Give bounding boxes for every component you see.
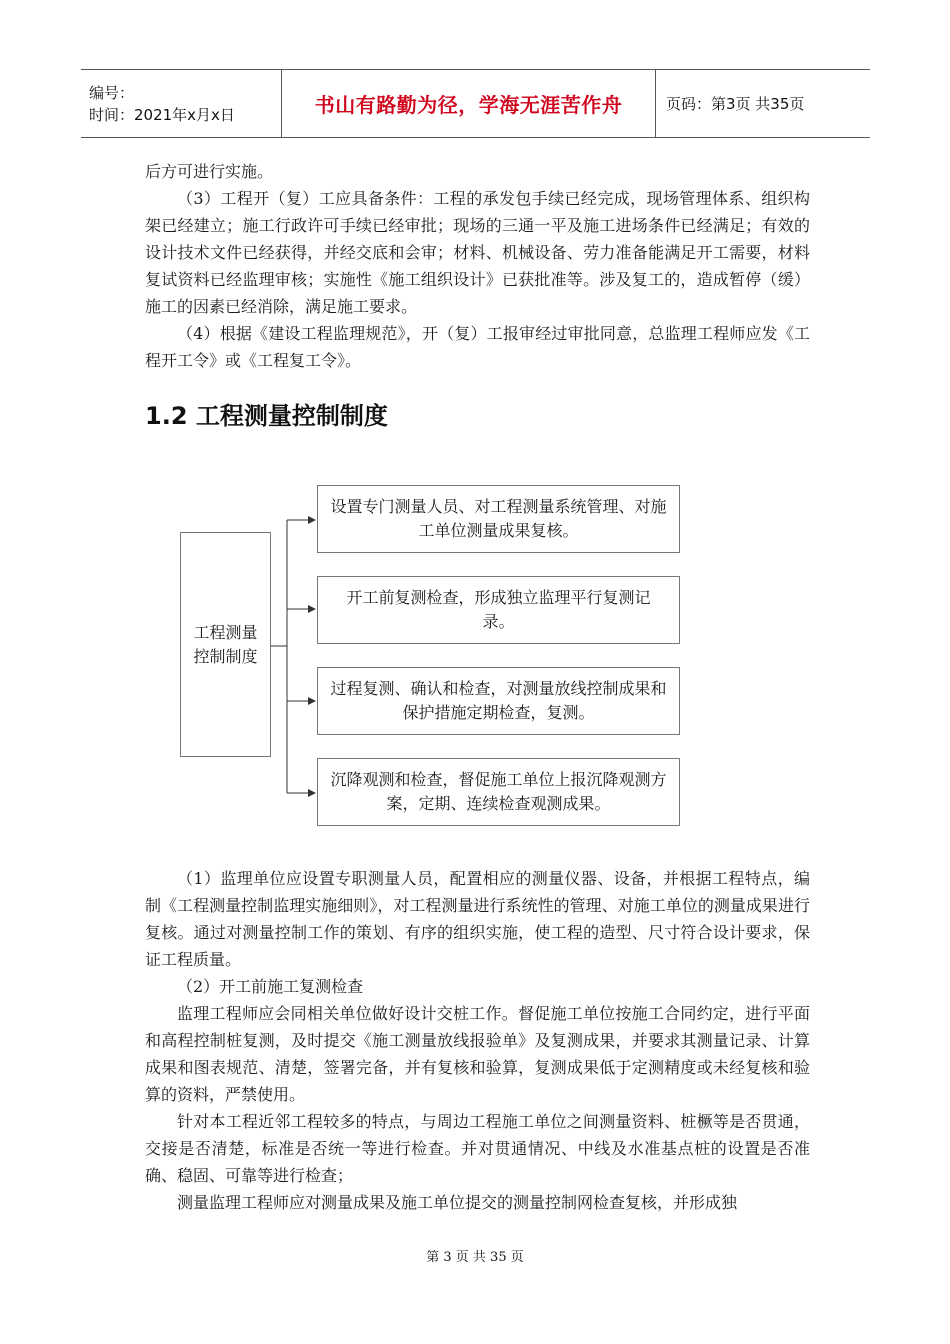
paragraph-neighbor-check: 针对本工程近邻工程较多的特点，与周边工程施工单位之间测量资料、桩橛等是否贯通，交接是否清楚，标准是否统一等进行检查。并对贯通情况、中线及水准基点桩的设置是否准确、稳固、可靠等进行检查； bbox=[145, 1112, 810, 1185]
diagram-branch-box bbox=[317, 758, 680, 826]
diagram-branch-box bbox=[317, 485, 680, 553]
page-header bbox=[81, 69, 870, 138]
paragraph-network-review: 测量监理工程师应对测量成果及施工单位提交的测量控制网检查复核，并形成独 bbox=[177, 1193, 738, 1212]
diagram-branch-label: 过程复测、确认和检查，对测量放线控制成果和保护措施定期检查，复测。 bbox=[330, 679, 667, 722]
header-page-info bbox=[656, 70, 870, 137]
diagram-branch-label: 开工前复测检查，形成独立监理平行复测记录。 bbox=[346, 588, 651, 631]
paragraph-start-conditions: （3）工程开（复）工应具备条件：工程的承发包手续已经完成，现场管理体系、组织构架已经建立；施工行政许可手续已经审批；现场的三通一平及施工进场条件已经满足；有效的设计技术文件已经获得，并经交底和会审；材料、机械设备、劳力准备能满足开工需要，材料复试资料已经监理审核；实施性《施工组织设计》已获批准等。涉及复工的，造成暂停（缓）施工的因素已经消除，满足施工要求。 bbox=[145, 189, 810, 316]
section-heading: 1.2 工程测量控制制度 bbox=[145, 402, 388, 430]
paragraph-continuation: 后方可进行实施。 bbox=[145, 162, 274, 181]
header-meta bbox=[81, 70, 281, 137]
diagram-branch-box bbox=[317, 576, 680, 644]
diagram-branch-label: 设置专门测量人员、对工程测量系统管理、对施工单位测量成果复核。 bbox=[330, 497, 667, 540]
page-footer bbox=[0, 1246, 950, 1265]
footer-page-number: 第 3 页 共 35 页 bbox=[426, 1250, 524, 1265]
paragraph-subheading: （2）开工前施工复测检查 bbox=[177, 977, 364, 996]
paragraph-survey-staff: （1）监理单位应设置专职测量人员，配置相应的测量仪器、设备，并根据工程特点，编制《工程测量控制监理实施细则》，对工程测量进行系统性的管理、对施工单位的测量成果进行复核。通过对测量控制工作的策划、有序的组织实施，使工程的造型、尺寸符合设计要求，保证工程质量。 bbox=[145, 869, 810, 969]
diagram-root-label: 工程测量控制制度 bbox=[193, 622, 258, 666]
flow-diagram bbox=[175, 480, 695, 830]
paragraph-stake-handover: 监理工程师应会同相关单位做好设计交桩工作。督促施工单位按施工合同约定，进行平面和高程控制桩复测，及时提交《施工测量放线报验单》及复测成果，并要求其测量记录、计算成果和图表规范、清楚，签署完备，并有复核和验算，复测成果低于定测精度或未经复核和验算的资料，严禁使用。 bbox=[145, 1004, 810, 1104]
doc-number-label: 编号： bbox=[89, 83, 135, 102]
motto-text: 书山有路勤为径，学海无涯苦作舟 bbox=[314, 93, 623, 117]
paragraph-start-order: （4）根据《建设工程监理规范》，开（复）工报审经过审批同意，总监理工程师应发《工程开工令》或《工程复工令》。 bbox=[145, 324, 810, 370]
header-motto bbox=[281, 70, 656, 137]
doc-time-label: 时间：2021年x月x日 bbox=[89, 105, 235, 124]
page-indicator: 页码：第3页 共35页 bbox=[666, 95, 805, 113]
diagram-branch-label: 沉降观测和检查，督促施工单位上报沉降观测方案，定期、连续检查观测成果。 bbox=[330, 770, 667, 813]
diagram-branch-box bbox=[317, 667, 680, 735]
diagram-root-box bbox=[180, 532, 271, 757]
